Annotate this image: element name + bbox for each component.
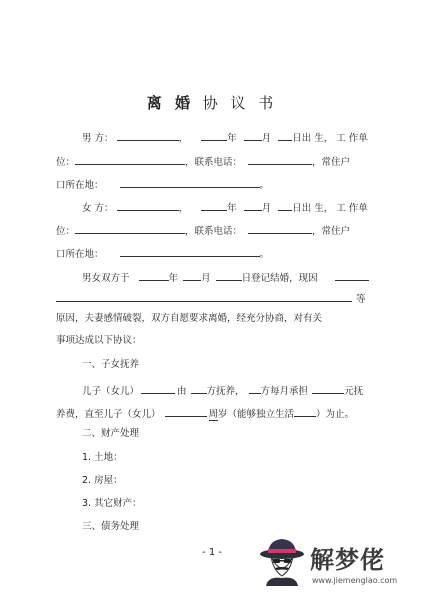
residence-place-label: 口所在地： (56, 180, 104, 191)
section-child-custody: 一、子女抚养 (82, 359, 140, 370)
male-year-blank (201, 130, 227, 141)
male-day-blank (278, 130, 292, 141)
residence-label: ，常住户 (312, 226, 351, 237)
by-label: 由 (177, 386, 187, 397)
etc-label: 等 (356, 294, 366, 305)
marriage-year-blank (139, 270, 169, 281)
agreement-intro: 事项达成以下协议： (56, 335, 142, 346)
male-month-blank (244, 130, 262, 141)
reason-blank (335, 270, 369, 281)
section-debt: 三、债务处理 (82, 521, 140, 532)
month-label: 月 (261, 203, 272, 214)
marriage-day-blank (216, 270, 242, 281)
period: 。 (259, 180, 270, 191)
marriage-line (82, 270, 369, 285)
age-label: 岁（能够独立生活 (218, 409, 295, 420)
custodian-blank (191, 383, 207, 394)
month-label: 月 (201, 273, 211, 284)
reason-line (56, 291, 366, 306)
reason-sentence: 原因，夫妻感情破裂，双方自愿要求离婚，经充分协商，对有关 (56, 313, 323, 324)
property-other: 3. 其它财产： (82, 498, 142, 509)
registered-label: 日登记结婚，现因 (241, 273, 318, 284)
female-year-blank (201, 200, 227, 211)
residence-label: ，常住户 (312, 157, 351, 168)
child-label: 儿子（女儿） (82, 386, 140, 397)
age-blank (165, 406, 207, 417)
male-work-line (56, 154, 350, 169)
page-number: - 1 - (202, 547, 222, 558)
custody-blank (141, 383, 175, 394)
independent-blank (294, 406, 316, 417)
watermark (258, 532, 418, 598)
watermark-text: 解梦佬 (310, 546, 385, 574)
section-property: 二、财产处理 (82, 428, 140, 439)
male-name-blank (117, 130, 179, 141)
fedora-hat-man-logo-icon (258, 536, 306, 586)
zhou-label: 周 (208, 409, 219, 420)
yuan-label: 元抚 (344, 386, 364, 397)
female-unit-blank (75, 223, 185, 234)
document-title (0, 92, 424, 113)
title-bold: 离 婚 (146, 94, 194, 112)
male-label: 男 方： (82, 133, 114, 144)
comma: ， (178, 133, 189, 144)
comma: ， (178, 203, 189, 214)
female-day-blank (278, 200, 292, 211)
female-phone-blank (248, 223, 312, 234)
phone-label: ，联系电话： (185, 226, 243, 237)
year-label: 年 (227, 133, 237, 144)
watermark-url: www.jiemenglao.com (312, 576, 398, 585)
month-label: 月 (261, 133, 272, 144)
child-custody-line (82, 383, 363, 398)
amount-blank (312, 383, 344, 394)
female-party-line (82, 200, 368, 215)
title-rest: 协 议 书 (193, 94, 278, 112)
female-residence-line (56, 246, 269, 261)
property-house: 2. 房屋： (82, 475, 123, 486)
reason-long-blank (56, 291, 352, 302)
male-phone-blank (248, 154, 312, 165)
support-line (56, 406, 354, 421)
marriage-label: 男女双方于 (82, 273, 130, 284)
female-month-blank (244, 200, 262, 211)
birth-work-label: 日出 生， 工 作单 (292, 203, 368, 214)
female-work-line (56, 223, 350, 238)
phone-label: ，联系电话： (185, 157, 243, 168)
marriage-month-blank (183, 270, 201, 281)
male-party-line (82, 130, 368, 145)
property-land: 1. 土地： (82, 452, 123, 463)
year-label: 年 (227, 203, 237, 214)
female-name-blank (117, 200, 179, 211)
monthly-label: 方每月承担 (260, 386, 309, 397)
payer-blank (249, 383, 261, 394)
support-label: 养费，直至儿子（女儿） (56, 409, 161, 420)
unit-label: 位： (56, 157, 76, 168)
unit-label: 位： (56, 226, 76, 237)
until-label: ）为止。 (316, 409, 355, 420)
birth-work-label: 日出 生， 工 作单 (292, 133, 368, 144)
male-unit-blank (75, 154, 185, 165)
period: 。 (259, 249, 270, 260)
residence-place-label: 口所在地： (56, 249, 104, 260)
female-residence-blank (120, 246, 260, 257)
year-label: 年 (168, 273, 179, 284)
male-residence-blank (120, 177, 260, 188)
raise-label: 方抚养， (206, 386, 245, 397)
female-label: 女 方： (82, 203, 114, 214)
male-residence-line (56, 177, 269, 192)
